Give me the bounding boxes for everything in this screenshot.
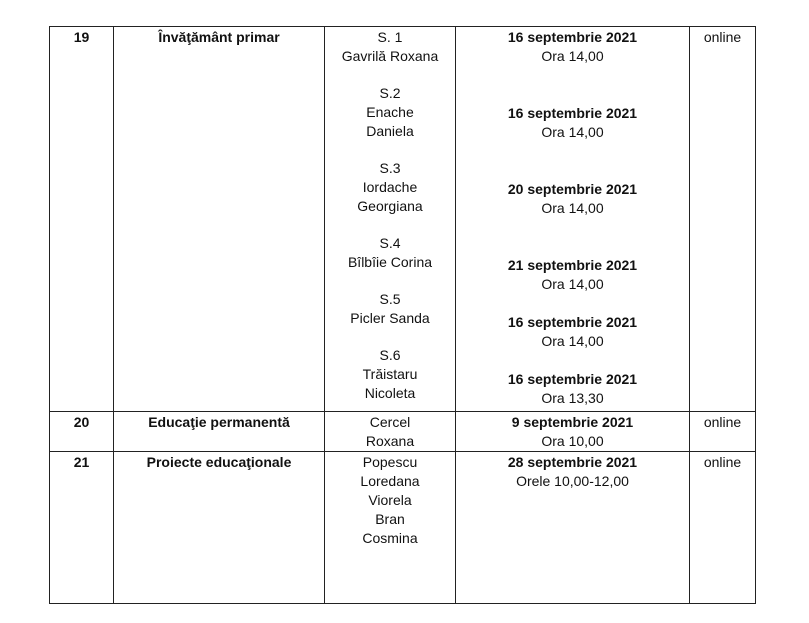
- session-date: 16 septembrie 2021: [507, 371, 638, 387]
- session-date: 9 septembrie 2021: [511, 414, 634, 430]
- session-label: S.3: [379, 160, 401, 176]
- person-name: Cercel: [369, 414, 411, 430]
- date-column: [456, 27, 690, 411]
- domain-name: Proiecte educaţionale: [114, 452, 325, 603]
- session-label: S.6: [379, 347, 401, 363]
- date-column: [456, 412, 690, 451]
- session-date: 16 septembrie 2021: [507, 105, 638, 121]
- schedule-table: [49, 26, 756, 604]
- people-column: [325, 27, 456, 411]
- domain-name: Educaţie permanentă: [114, 412, 325, 451]
- person-name: Georgiana: [357, 198, 423, 214]
- person-name: Roxana: [365, 433, 415, 449]
- table-row: [50, 27, 755, 412]
- person-name: Bîlbîie Corina: [347, 254, 433, 270]
- person-name: Gavrilă Roxana: [341, 48, 439, 64]
- person-name: Iordache: [362, 179, 418, 195]
- people-column: [325, 412, 456, 451]
- person-name: Trăistaru: [362, 366, 418, 382]
- session-hour: Ora 13,30: [541, 390, 604, 406]
- session-date: 16 septembrie 2021: [507, 29, 638, 45]
- session-hour: Ora 14,00: [541, 48, 604, 64]
- row-number: 19: [50, 27, 114, 411]
- session-label: S.5: [379, 291, 401, 307]
- table-row: [50, 452, 755, 603]
- person-name: Viorela: [368, 492, 412, 508]
- session-date: 20 septembrie 2021: [507, 181, 638, 197]
- row-number: 20: [50, 412, 114, 451]
- session-hour: Orele 10,00-12,00: [516, 473, 629, 489]
- person-name: Popescu: [362, 454, 418, 470]
- people-column: [325, 452, 456, 603]
- session-date: 21 septembrie 2021: [507, 257, 638, 273]
- session-hour: Ora 14,00: [541, 200, 604, 216]
- person-name: Bran: [375, 511, 405, 527]
- session-label: S.4: [379, 235, 401, 251]
- person-name: Enache: [366, 104, 414, 120]
- person-name: Loredana: [360, 473, 420, 489]
- person-name: Picler Sanda: [350, 310, 430, 326]
- mode-cell: online: [703, 454, 742, 470]
- session-date: 16 septembrie 2021: [507, 314, 638, 330]
- session-label: S.2: [379, 85, 401, 101]
- row-number: 21: [50, 452, 114, 603]
- mode-cell: online: [703, 29, 742, 45]
- person-name: Daniela: [366, 123, 414, 139]
- person-name: Cosmina: [362, 530, 418, 546]
- session-hour: Ora 14,00: [541, 276, 604, 292]
- session-date: 28 septembrie 2021: [507, 454, 638, 470]
- session-label: S. 1: [377, 29, 403, 45]
- session-hour: Ora 14,00: [541, 333, 604, 349]
- table-row: [50, 412, 755, 452]
- session-hour: Ora 10,00: [541, 433, 604, 449]
- session-hour: Ora 14,00: [541, 124, 604, 140]
- domain-name: Învăţământ primar: [114, 27, 325, 411]
- person-name: Nicoleta: [364, 385, 416, 401]
- mode-cell: online: [703, 414, 742, 430]
- date-column: [456, 452, 690, 603]
